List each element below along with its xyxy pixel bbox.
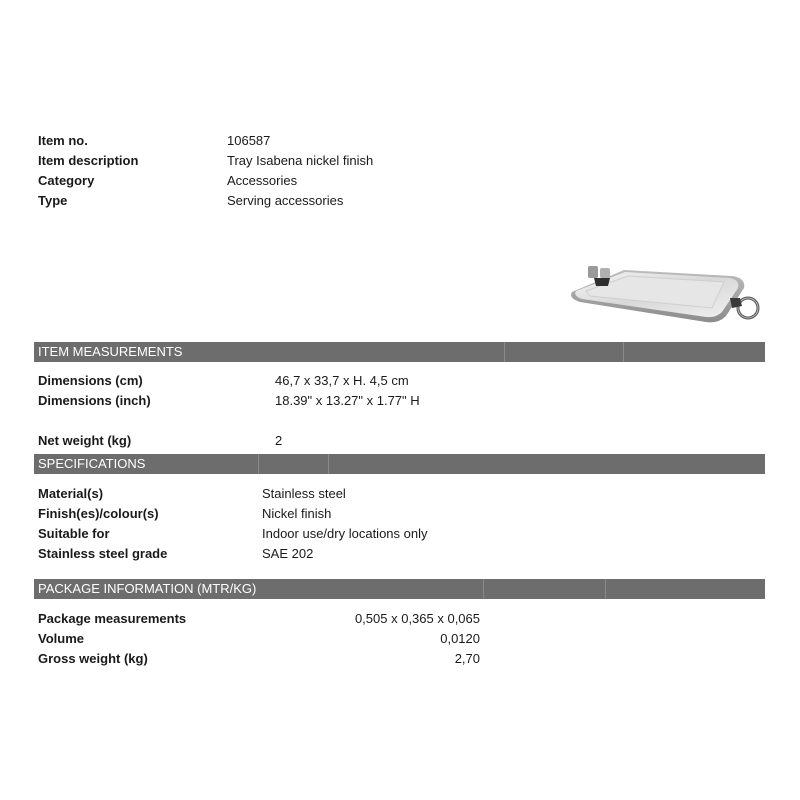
section-title-package-information: PACKAGE INFORMATION (MTR/KG) — [38, 581, 257, 596]
finish-label: Finish(es)/colour(s) — [38, 506, 159, 521]
gross-weight-value: 2,70 — [454, 651, 480, 666]
package-measurements-label: Package measurements — [38, 611, 187, 626]
net-weight-label: Net weight (kg) — [38, 433, 132, 448]
category-value: Accessories — [227, 173, 298, 188]
column-divider — [504, 342, 505, 362]
steel-grade-label: Stainless steel grade — [38, 546, 168, 561]
section-bar-specifications — [34, 454, 765, 474]
volume-value: 0,0120 — [440, 631, 480, 646]
section-title-item-measurements: ITEM MEASUREMENTS — [38, 344, 183, 359]
section-bar-item-measurements — [34, 342, 765, 362]
section-bar-package-information — [34, 579, 765, 599]
type-label: Type — [38, 193, 68, 208]
material-value: Stainless steel — [262, 486, 346, 501]
volume-label: Volume — [38, 631, 84, 646]
material-label: Material(s) — [38, 486, 104, 501]
product-image — [566, 258, 766, 330]
item-no-value: 106587 — [227, 133, 271, 148]
dimensions-cm-label: Dimensions (cm) — [38, 373, 143, 388]
steel-grade-value: SAE 202 — [262, 546, 314, 561]
column-divider — [258, 454, 259, 474]
item-description-label: Item description — [38, 153, 139, 168]
dimensions-inch-label: Dimensions (inch) — [38, 393, 151, 408]
dimensions-inch-value: 18.39" x 13.27" x 1.77" H — [275, 393, 420, 408]
column-divider — [328, 454, 329, 474]
gross-weight-label: Gross weight (kg) — [38, 651, 148, 666]
net-weight-value: 2 — [275, 433, 283, 448]
section-title-specifications: SPECIFICATIONS — [38, 456, 146, 471]
type-value: Serving accessories — [227, 193, 344, 208]
tray-icon — [566, 258, 766, 330]
column-divider — [483, 579, 484, 599]
finish-value: Nickel finish — [262, 506, 332, 521]
column-divider — [623, 342, 624, 362]
dimensions-cm-value: 46,7 x 33,7 x H. 4,5 cm — [275, 373, 409, 388]
package-measurements-value: 0,505 x 0,365 x 0,065 — [354, 611, 480, 626]
suitable-for-label: Suitable for — [38, 526, 110, 541]
item-no-label: Item no. — [38, 133, 88, 148]
suitable-for-value: Indoor use/dry locations only — [262, 526, 428, 541]
category-label: Category — [38, 173, 95, 188]
item-description-value: Tray Isabena nickel finish — [227, 153, 374, 168]
column-divider — [605, 579, 606, 599]
